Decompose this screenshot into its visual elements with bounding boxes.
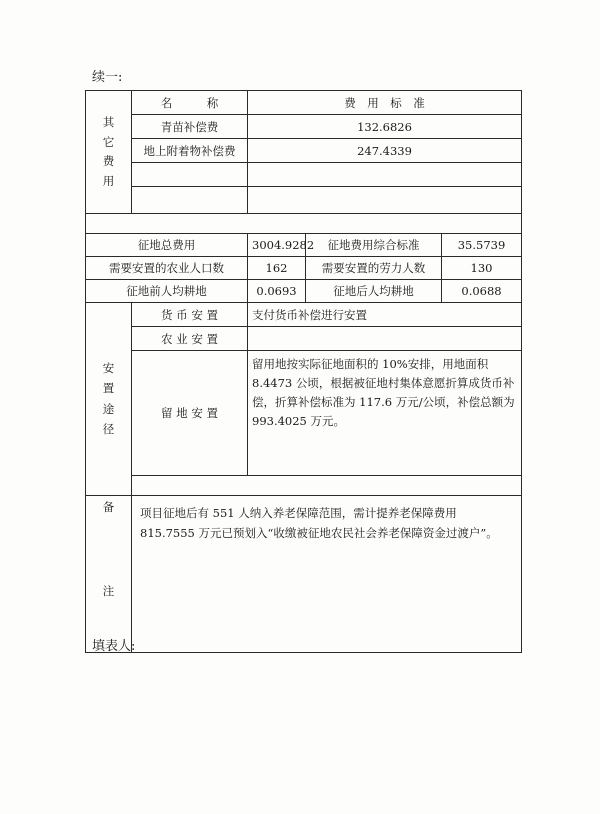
fee-value-seedling: 132.6826 — [248, 115, 522, 139]
monetary-resettlement-value: 支付货币补偿进行安置 — [248, 303, 522, 327]
fee-value-empty-1 — [248, 163, 522, 187]
resettlement-section-label: 安 置 途 径 — [86, 303, 132, 496]
standard-column-header: 费 用 标 准 — [248, 91, 522, 115]
resettlement-empty-row — [132, 476, 522, 496]
farmland-after-value: 0.0688 — [442, 280, 522, 303]
total-cost-value: 3004.9282 — [248, 234, 306, 257]
land-acquisition-table — [85, 90, 522, 653]
filler-label: 填表人: — [92, 639, 136, 654]
agricultural-resettlement-value — [248, 327, 522, 351]
labor-count-value: 130 — [442, 257, 522, 280]
fee-name-seedling: 青苗补偿费 — [132, 115, 248, 139]
farmland-after-label: 征地后人均耕地 — [306, 280, 442, 303]
comprehensive-standard-label: 征地费用综合标准 — [306, 234, 442, 257]
comprehensive-standard-value: 35.5739 — [442, 234, 522, 257]
fee-value-attachments: 247.4339 — [248, 139, 522, 163]
remarks-section-label: 备 注 — [86, 496, 132, 653]
other-fees-section-label: 其 它 费 用 — [86, 91, 132, 214]
monetary-resettlement-label: 货 币 安 置 — [132, 303, 248, 327]
labor-count-label: 需要安置的劳力人数 — [306, 257, 442, 280]
spacer-row — [86, 214, 522, 234]
fee-name-empty-2 — [132, 187, 248, 214]
fee-value-empty-2 — [248, 187, 522, 214]
remarks-text: 项目征地后有 551 人纳入养老保障范围，需计提养老保障费用 815.7555 万元已预划入“收缴被征地农民社会养老保障资金过渡户”。 — [132, 496, 522, 653]
farmland-before-label: 征地前人均耕地 — [86, 280, 248, 303]
farm-population-value: 162 — [248, 257, 306, 280]
reserved-land-resettlement-label: 留 地 安 置 — [132, 351, 248, 476]
agricultural-resettlement-label: 农 业 安 置 — [132, 327, 248, 351]
continued-label: 续一: — [92, 70, 123, 85]
farmland-before-value: 0.0693 — [248, 280, 306, 303]
fee-name-attachments: 地上附着物补偿费 — [132, 139, 248, 163]
farm-population-label: 需要安置的农业人口数 — [86, 257, 248, 280]
fee-name-empty-1 — [132, 163, 248, 187]
reserved-land-resettlement-value: 留用地按实际征地面积的 10%安排，用地面积 8.4473 公顷，根据被征地村集体意愿折算成货币补偿，折算补偿标准为 117.6 万元/公顷，补偿总额为 993.4025 万元。 — [248, 351, 522, 476]
name-column-header: 名 称 — [132, 91, 248, 115]
total-cost-label: 征地总费用 — [86, 234, 248, 257]
